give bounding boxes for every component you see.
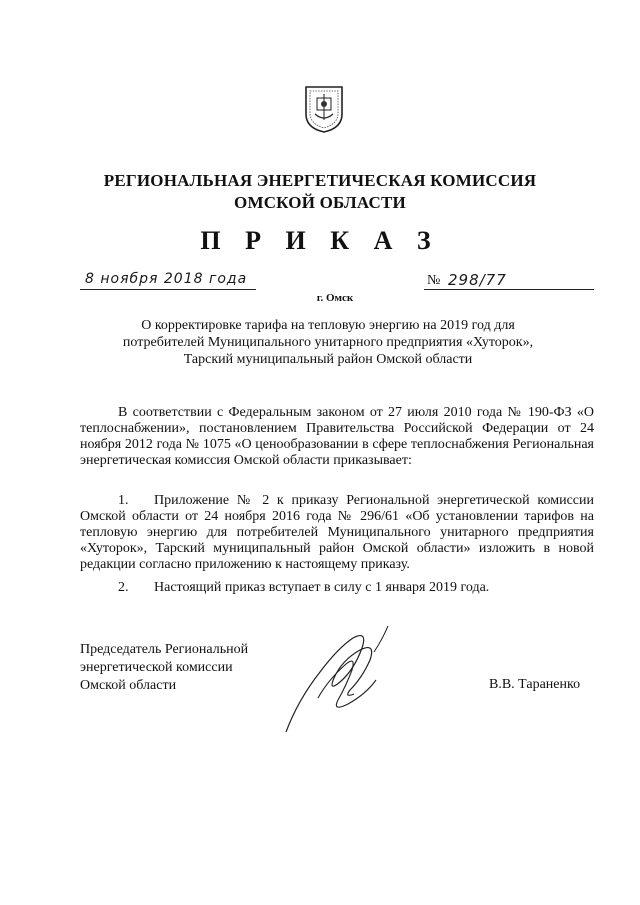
document-type-title: П Р И К А З — [200, 226, 440, 255]
preamble-paragraph: В соответствии с Федеральным законом от 27 июля 2010 года № 190-ФЗ «О теплоснабжении», постановлением Правительства Российской Федерации от 24 ноября 2012 года № 1075 «О ценообразовании в сфере теплоснабжения Региональная энергетическая комиссия Омской области приказывает: — [80, 405, 594, 468]
subject-line: Тарский муниципальный район Омской области — [183, 352, 473, 367]
position-line: Омской области — [80, 678, 177, 693]
position-line: Председатель Региональной — [80, 642, 249, 657]
handwritten-date: 8 ноября 2018 года — [85, 271, 248, 287]
list-item-number: 1. — [118, 493, 129, 508]
handwritten-number: 298/77 — [448, 271, 507, 289]
signatory-name: В.В. Тараненко — [489, 677, 581, 692]
number-underline — [424, 289, 594, 290]
subject-line: О корректировке тарифа на тепловую энергию на 2019 год для — [141, 318, 515, 333]
subject-line: потребителей Муниципального унитарного предприятия «Хуторок», — [122, 335, 534, 350]
handwritten-signature — [258, 620, 408, 738]
document-subject — [80, 317, 576, 368]
number-label: № — [427, 273, 441, 288]
list-item — [80, 493, 594, 573]
organization-name-line2: ОМСКОЙ ОБЛАСТИ — [234, 193, 406, 212]
date-underline — [80, 289, 256, 290]
list-item-text: Приложение № 2 к приказу Региональной энергетической комиссии Омской области от 24 ноября 2016 года № 296/61 «Об установлении тарифов на тепловую энергию для потребителей Муниципального унитарного предприятия «Хуторок», Тарский муниципальный район Омской области» изложить в новой редакции согласно приложению к настоящему приказу. — [80, 493, 594, 572]
city-label: г. Омск — [316, 292, 354, 304]
coat-of-arms-emblem — [303, 84, 345, 134]
position-line: энергетической комиссии — [80, 660, 233, 675]
list-item — [80, 580, 594, 596]
list-item-number: 2. — [118, 580, 129, 595]
organization-name-line1: РЕГИОНАЛЬНАЯ ЭНЕРГЕТИЧЕСКАЯ КОМИССИЯ — [103, 171, 537, 190]
list-item-text: Настоящий приказ вступает в силу с 1 января 2019 года. — [154, 580, 490, 595]
signatory-position — [80, 641, 248, 695]
